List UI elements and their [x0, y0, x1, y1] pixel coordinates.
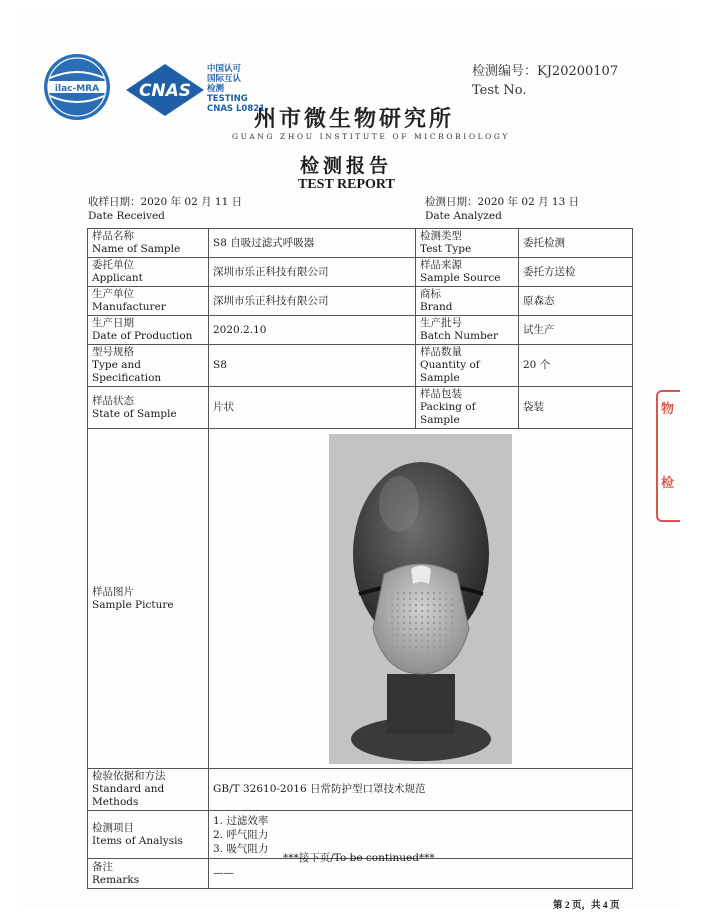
- table-row: [88, 287, 633, 316]
- date-analyzed: 检测日期：2020 年 02 月 13 日 Date Analyzed: [425, 196, 580, 222]
- list-item: 1. 过滤效率: [213, 814, 269, 827]
- label-cell: 样品图片 Sample Picture: [88, 429, 209, 769]
- table-row: [88, 258, 633, 287]
- report-title-cn: 检测报告: [300, 155, 393, 177]
- date-received: 收样日期：2020 年 02 月 11 日 Date Received: [88, 196, 243, 222]
- continued-note: ***接下页/To be continued***: [283, 852, 435, 864]
- institute-name-cn: 州市微生物研究所: [254, 106, 455, 132]
- report-table: [87, 228, 633, 889]
- label-cell: 型号规格 Type and Specification: [88, 345, 209, 387]
- picture-cell: [209, 429, 633, 769]
- institute-name-en: GUANG ZHOU INSTITUTE OF MICROBIOLOGY: [232, 132, 510, 141]
- cnas-logo-text: CNAS: [138, 81, 192, 101]
- test-number: 检测编号：KJ20200107 Test No.: [472, 64, 619, 98]
- ilac-logo-text: ilac-MRA: [54, 84, 100, 94]
- value-cell: S8 自吸过滤式呼吸器: [209, 229, 416, 258]
- list-item: 3. 吸气阻力: [213, 842, 269, 855]
- label-cell: 样品包装 Packing of Sample: [416, 387, 519, 429]
- label-cell: 生产单位 Manufacturer: [88, 287, 209, 316]
- label-cell: 生产日期 Date of Production: [88, 316, 209, 345]
- table-row: [88, 345, 633, 387]
- value-cell: 委托方送检: [519, 258, 633, 287]
- cnas-accreditation-text: 中国认可 国际互认 检测 TESTING CNAS L0821: [207, 64, 266, 114]
- mannequin-respirator-image: [329, 434, 512, 764]
- label-cell: 样品状态 State of Sample: [88, 387, 209, 429]
- label-cell: 商标 Brand: [416, 287, 519, 316]
- seal-stamp: 物 检: [656, 390, 680, 522]
- value-cell: 委托检测: [519, 229, 633, 258]
- value-cell: GB/T 32610-2016 日常防护型口罩技术规范: [209, 769, 633, 811]
- cnas-logo: [124, 62, 206, 118]
- value-cell: 20 个: [519, 345, 633, 387]
- report-title-en: TEST REPORT: [298, 177, 395, 192]
- value-cell: 深圳市乐正科技有限公司: [209, 287, 416, 316]
- label-cell: 样品数量 Quantity of Sample: [416, 345, 519, 387]
- label-cell: 委托单位 Applicant: [88, 258, 209, 287]
- value-cell: 袋装: [519, 387, 633, 429]
- label-cell: 检验依据和方法 Standard and Methods: [88, 769, 209, 811]
- value-cell: 2020.2.10: [209, 316, 416, 345]
- sample-picture: [329, 434, 512, 764]
- ilac-mra-logo: [42, 52, 112, 122]
- table-row: [88, 316, 633, 345]
- value-cell: 原森态: [519, 287, 633, 316]
- value-cell: S8: [209, 345, 416, 387]
- value-cell: 深圳市乐正科技有限公司: [209, 258, 416, 287]
- label-cell: 生产批号 Batch Number: [416, 316, 519, 345]
- standard-row: [88, 769, 633, 811]
- label-cell: 备注 Remarks: [88, 859, 209, 889]
- label-cell: 检测项目 Items of Analysis: [88, 811, 209, 859]
- table-row: [88, 387, 633, 429]
- label-cell: 样品来源 Sample Source: [416, 258, 519, 287]
- page-number: 第 2 页，共 4 页: [553, 901, 620, 911]
- value-cell: 片状: [209, 387, 416, 429]
- value-cell: ——: [209, 859, 633, 889]
- table-row: [88, 229, 633, 258]
- value-cell: 试生产: [519, 316, 633, 345]
- list-item: 2. 呼气阻力: [213, 828, 269, 841]
- label-cell: 检测类型 Test Type: [416, 229, 519, 258]
- label-cell: 样品名称 Name of Sample: [88, 229, 209, 258]
- sample-picture-row: [88, 429, 633, 769]
